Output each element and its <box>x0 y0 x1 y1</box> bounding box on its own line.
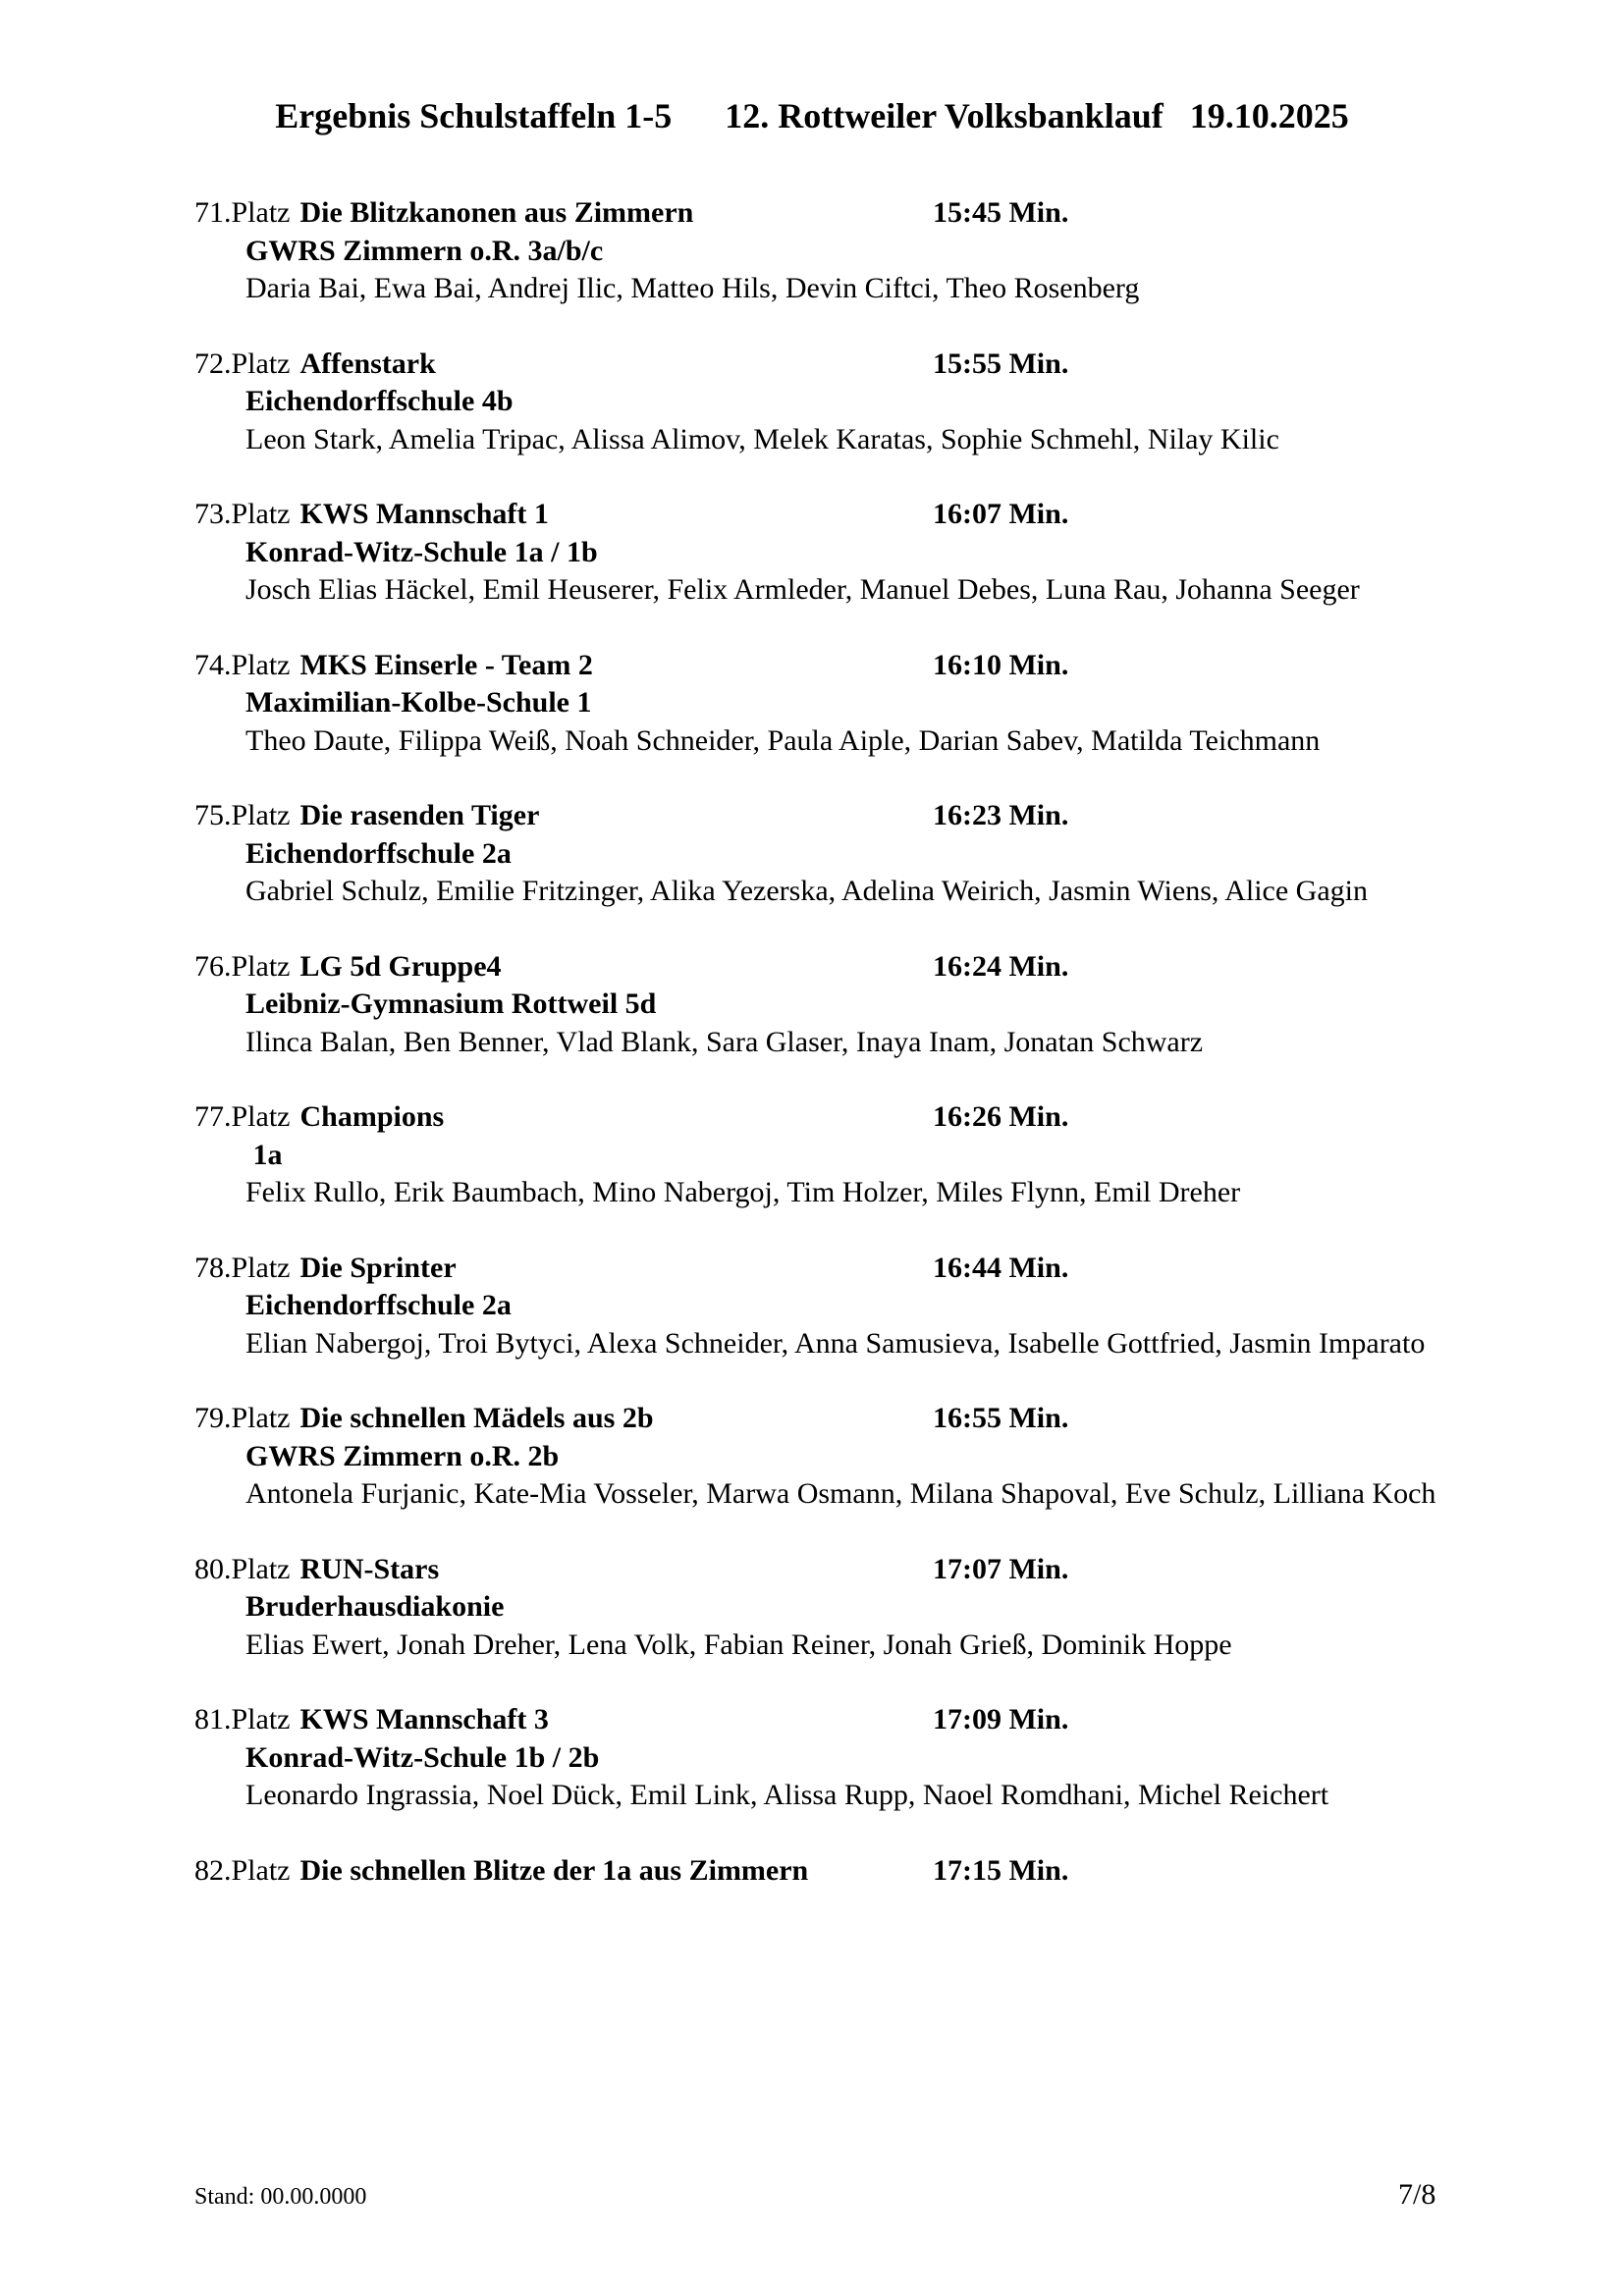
entry-time: 16:44 Min. <box>933 1251 1069 1284</box>
entry-place: 71.Platz <box>194 196 291 229</box>
entry-header <box>194 1250 1471 1288</box>
page-number: 7/8 <box>1398 2178 1436 2211</box>
entry-header <box>194 1400 1471 1438</box>
entry-time: 16:10 Min. <box>933 648 1069 681</box>
entry-school: 1a <box>245 1138 283 1171</box>
entry-team: Die Blitzkanonen aus Zimmern <box>299 196 694 229</box>
result-entry <box>194 1400 1471 1514</box>
entry-header <box>194 647 1471 685</box>
entry-team: Die rasenden Tiger <box>299 799 540 831</box>
entry-header <box>194 1098 1471 1137</box>
entry-team: KWS Mannschaft 3 <box>299 1703 549 1735</box>
result-entry <box>194 1701 1471 1815</box>
entry-team: Affenstark <box>299 347 436 380</box>
entry-header <box>194 496 1471 534</box>
entry-members: Gabriel Schulz, Emilie Fritzinger, Alika Yezerska, Adelina Weirich, Jasmin Wiens, Alice Gagin <box>245 875 1368 907</box>
entry-members: Elias Ewert, Jonah Dreher, Lena Volk, Fabian Reiner, Jonah Grieß, Dominik Hoppe <box>245 1628 1232 1661</box>
result-entry <box>194 496 1471 610</box>
entry-members: Leon Stark, Amelia Tripac, Alissa Alimov, Melek Karatas, Sophie Schmehl, Nilay Kilic <box>245 422 1279 455</box>
entry-school: Leibniz-Gymnasium Rottweil 5d <box>245 988 657 1020</box>
page-title: Ergebnis Schulstaffeln 1-5 12. Rottweiler Volksbanklauf 19.10.2025 <box>275 96 1349 135</box>
entry-time: 17:15 Min. <box>933 1853 1069 1887</box>
entry-place: 80.Platz <box>194 1552 291 1585</box>
entry-time: 15:55 Min. <box>933 347 1069 380</box>
entry-members: Leonardo Ingrassia, Noel Dück, Emil Link, Alissa Rupp, Naoel Romdhani, Michel Reichert <box>245 1779 1329 1811</box>
result-entry <box>194 1250 1471 1363</box>
entry-place: 79.Platz <box>194 1402 291 1434</box>
entry-members: Daria Bai, Ewa Bai, Andrej Ilic, Matteo Hils, Devin Ciftci, Theo Rosenberg <box>245 272 1140 304</box>
result-entry <box>194 647 1471 761</box>
entry-members: Felix Rullo, Erik Baumbach, Mino Nabergoj, Tim Holzer, Miles Flynn, Emil Dreher <box>245 1176 1241 1208</box>
entry-header <box>194 1852 1471 1891</box>
entry-time: 16:26 Min. <box>933 1100 1069 1133</box>
entry-time: 16:55 Min. <box>933 1402 1069 1434</box>
entry-members: Elian Nabergoj, Troi Bytyci, Alexa Schneider, Anna Samusieva, Isabelle Gottfried, Jasmin Imparato <box>245 1326 1426 1360</box>
entry-members: Theo Daute, Filippa Weiß, Noah Schneider, Paula Aiple, Darian Sabev, Matilda Teichmann <box>245 723 1321 757</box>
entry-header <box>194 948 1471 987</box>
entry-team: KWS Mannschaft 1 <box>299 498 549 530</box>
entry-place: 74.Platz <box>194 648 291 681</box>
result-entry <box>194 1852 1471 1891</box>
entry-time: 17:09 Min. <box>933 1703 1069 1735</box>
result-entry <box>194 346 1471 459</box>
entry-place: 77.Platz <box>194 1100 291 1133</box>
entry-school: Konrad-Witz-Schule 1b / 2b <box>245 1740 600 1774</box>
entry-place: 73.Platz <box>194 498 291 530</box>
entry-school: Konrad-Witz-Schule 1a / 1b <box>245 535 598 568</box>
entry-time: 15:45 Min. <box>933 196 1069 229</box>
entry-school: Eichendorffschule 4b <box>245 385 514 417</box>
entry-place: 75.Platz <box>194 799 291 831</box>
entry-team: MKS Einserle - Team 2 <box>299 648 593 681</box>
entry-time: 16:24 Min. <box>933 949 1069 983</box>
entry-members: Ilinca Balan, Ben Benner, Vlad Blank, Sara Glaser, Inaya Inam, Jonatan Schwarz <box>245 1025 1204 1058</box>
entry-school: Maximilian-Kolbe-Schule 1 <box>245 686 592 719</box>
entry-members: Antonela Furjanic, Kate-Mia Vosseler, Marwa Osmann, Milana Shapoval, Eve Schulz, Lilliana Koch <box>245 1477 1436 1510</box>
entry-school: Eichendorffschule 2a <box>245 1289 512 1321</box>
results-list <box>194 194 1471 1927</box>
entry-school: GWRS Zimmern o.R. 3a/b/c <box>245 234 604 267</box>
entry-time: 16:07 Min. <box>933 498 1069 530</box>
entry-place: 82.Platz <box>194 1853 291 1887</box>
entry-school: Eichendorffschule 2a <box>245 836 512 870</box>
entry-team: Champions <box>299 1100 445 1133</box>
result-entry <box>194 194 1471 308</box>
result-entry <box>194 948 1471 1062</box>
result-entry <box>194 1098 1471 1212</box>
entry-team: Die schnellen Mädels aus 2b <box>299 1402 654 1434</box>
result-entry <box>194 1551 1471 1665</box>
entry-header <box>194 346 1471 384</box>
entry-team: Die schnellen Blitze der 1a aus Zimmern <box>299 1853 809 1887</box>
entry-place: 81.Platz <box>194 1703 291 1735</box>
entry-time: 16:23 Min. <box>933 799 1069 831</box>
entry-header <box>194 1551 1471 1589</box>
entry-place: 76.Platz <box>194 949 291 983</box>
entry-team: RUN-Stars <box>299 1552 440 1585</box>
entry-header <box>194 1701 1471 1739</box>
result-entry <box>194 797 1471 911</box>
entry-team: Die Sprinter <box>299 1251 457 1284</box>
footer-stand: Stand: 00.00.0000 <box>194 2184 367 2210</box>
entry-school: Bruderhausdiakonie <box>245 1590 505 1623</box>
entry-time: 17:07 Min. <box>933 1552 1069 1585</box>
entry-team: LG 5d Gruppe4 <box>299 949 502 983</box>
entry-place: 78.Platz <box>194 1251 291 1284</box>
entry-header <box>194 797 1471 835</box>
entry-school: GWRS Zimmern o.R. 2b <box>245 1439 560 1472</box>
entry-members: Josch Elias Häckel, Emil Heuserer, Felix Armleder, Manuel Debes, Luna Rau, Johanna Seeger <box>245 573 1360 606</box>
entry-place: 72.Platz <box>194 347 291 380</box>
entry-header <box>194 194 1471 233</box>
